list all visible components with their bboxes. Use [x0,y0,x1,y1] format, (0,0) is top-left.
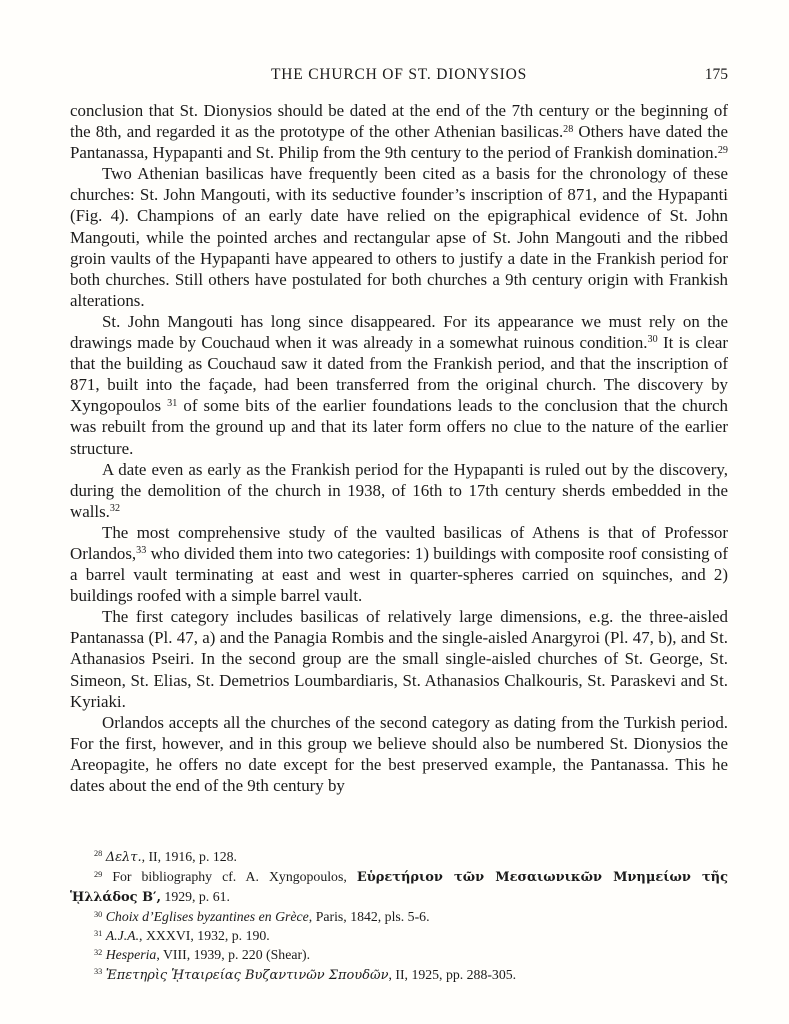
text-run: Ἐπετηρὶς ᾙταιρείας Βυζαντινῶν Σπουδῶν [105,967,389,983]
text-run: Choix d’Eglises byzantines en Grèce [105,909,309,925]
text-run: conclusion that St. Dionysios should be dated at the end of the 7th century or the beginning of the 8th, and regarded it as the prototype of the other Athenian basilicas. [70,101,728,142]
footnote-marker: 30 [94,909,103,919]
footnote-ref: 30 [647,334,658,346]
body-text [70,100,728,796]
paragraph [70,459,728,522]
running-header [70,66,728,86]
paragraph [70,522,728,606]
text-run: St. John Mangouti has long since disappeared. For its appearance we must rely on the drawings made by Couchaud when it was already in a somewhat ruinous condition. [70,311,728,353]
footnote-ref: 31 [167,397,178,409]
footnote [70,847,728,867]
footnote-marker: 33 [94,967,103,977]
text-run: Εὑρετήριον τῶν Μεσαιωνικῶν Μνημείων τῆς ᾙλλάδος Β′, [70,870,729,906]
footnote [70,907,728,926]
paragraph [70,311,728,459]
text-run: A.J.A. [105,928,140,944]
text-run: Others have dated the Pantanassa, Hypapanti and St. Philip from the 9th century to the period of Frankish domination. [70,122,728,163]
footnote-marker: 29 [94,869,103,879]
text-run: , Paris, 1842, pls. 5-6. [308,909,430,925]
text-run: Orlandos accepts all the churches of the second category as dating from the Turkish period. For the first, however, and in this group we believe should also be numbered St. Dionysios the Areopagite, he offers no date except for the best preserved example, the Pantanassa. This he dates about the end of the 9th century by [70,712,728,795]
text-run: , XXXVI, 1932, p. 190. [139,928,270,944]
paragraph [70,712,728,796]
footnote-ref: 32 [109,503,121,515]
footnote-ref: 29 [717,144,728,156]
text-run: Two Athenian basilicas have frequently been cited as a basis for the chronology of these churches: St. John Mangouti, with its seductive founder’s inscription of 871, and the Hypapanti (Fig. 4). Champions of an early date have relied on the epigraphical evidence of St. John Mangouti, while the pointed arches and rectangular apse of St. John Mangouti and the ribbed groin vaults of the Hypapanti have appeared to others to justify a date in the Frankish period for both churches. Still others have postulated for both churches a 9th century origin with Frankish alterations. [70,164,728,310]
paragraph [70,100,728,163]
text-run: A date even as early as the Frankish period for the Hypapanti is ruled out by the discovery, during the demolition of the church in 1938, of 16th to 17th century sherds embedded in the walls. [70,459,728,521]
text-run: Hesperia [105,947,157,963]
text-run: The most comprehensive study of the vaulted basilicas of Athens is that of Professor Orlandos, [70,522,728,563]
footnote [70,926,728,945]
text-run: It is clear that the building as Couchaud saw it dated from the Frankish period, and that the inscription of 871, built into the façade, had been transferred from the original church. The discovery by Xyngopoulos [70,333,729,416]
text-run: , II, 1916, p. 128. [141,849,237,864]
page-title: THE CHURCH OF ST. DIONYSIOS [271,66,527,83]
text-run: Δελτ. [105,850,142,865]
footnote-marker: 28 [94,849,103,859]
paragraph [70,606,728,711]
page-number: 175 [704,66,728,83]
text-run: of some bits of the earlier foundations leads to the conclusion that the church was rebuilt from the ground up and that its later form offers no clue to the nature of the earlier structure. [70,396,729,458]
footnote [70,945,728,964]
text-run: , VIII, 1939, p. 220 (Shear). [156,947,311,963]
text-run: 1929, p. 61. [160,889,230,905]
paragraph [70,163,728,311]
footnote-ref: 28 [563,123,574,135]
footnote-marker: 32 [94,947,103,957]
text-run: The first category includes basilicas of relatively large dimensions, e.g. the three-aisled Pantanassa (Pl. 47, a) and the Panagia Rombis and the single-aisled Anargyroi (Pl. 47, b), and St. Athanasios Pseiri. In the second group are the small single-aisled churches of St. George, St. Simeon, St. Elias, St. Demetrios Loumbardiaris, St. Athanasios Chalkouris, St. Paraskevi and St. Kyriaki. [70,607,728,711]
text-run: For bibliography cf. A. Xyngopoulos, [112,869,357,885]
text-run: , II, 1925, pp. 288-305. [388,966,517,982]
footnotes [70,847,728,985]
footnote-marker: 31 [94,928,103,938]
footnote-ref: 33 [136,545,147,557]
footnote [70,867,728,907]
text-run: who divided them into two categories: 1) buildings with composite roof consisting of a barrel vault terminating at east and west in quarter-spheres carried on squinches, and 2) buildings roofed with a simple barrel vault. [70,543,728,606]
footnote [70,965,728,985]
